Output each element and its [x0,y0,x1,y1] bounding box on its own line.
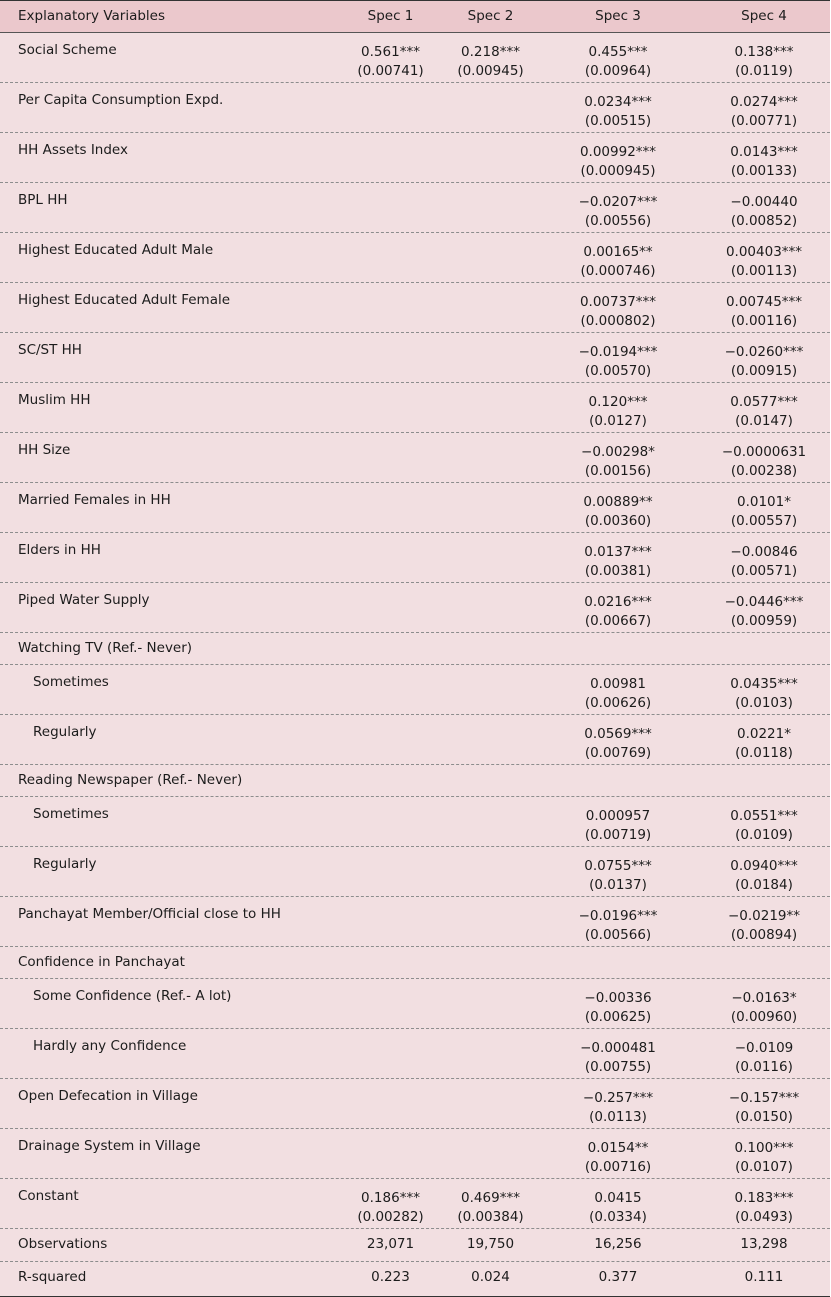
spec-4-cell [698,233,830,281]
coefficient: 0.0137*** [584,544,652,560]
coefficient: 0.223 [371,1269,410,1285]
coefficient: 0.0274*** [730,94,798,110]
header-explanatory-variables: Explanatory Variables [18,8,166,24]
spec-1-cell [338,533,443,543]
spec-3-cell [538,1029,698,1077]
coefficient: 0.0154** [587,1140,649,1156]
standard-error: (0.00625) [584,1009,652,1025]
spec-4-cell [698,1262,830,1287]
spec-1-cell [338,797,443,807]
coefficient: 0.0577*** [730,394,798,410]
standard-error: (0.0103) [735,695,793,711]
coefficient: 19,750 [466,1236,515,1252]
row-label: Drainage System in Village [18,1138,201,1154]
coefficient: 0.00403*** [725,244,803,260]
standard-error: (0.0137) [589,877,647,893]
standard-error: (0.00360) [584,513,652,529]
standard-error: (0.0118) [735,745,793,761]
row-label: Elders in HH [18,542,101,558]
spec-4-cell [698,897,830,945]
row-label: Piped Water Supply [18,592,150,608]
spec-3-cell [538,33,698,81]
row-label: Sometimes [33,806,109,822]
table-row [0,433,830,483]
spec-3-cell [538,897,698,945]
spec-3-cell [538,1229,698,1254]
spec-2-cell [443,33,538,81]
standard-error: (0.00566) [584,927,652,943]
coefficient: 0.186*** [361,1190,420,1206]
spec-4-cell [698,1229,830,1254]
spec-3-cell [538,1079,698,1127]
standard-error: (0.0147) [735,413,793,429]
coefficient: 0.0234*** [584,94,652,110]
standard-error: (0.00571) [730,563,798,579]
row-label: Muslim HH [18,392,91,408]
spec-4-cell [698,383,830,431]
coefficient: 0.0221* [737,726,791,742]
row-label: Confidence in Panchayat [18,954,185,970]
coefficient: −0.0194*** [578,344,658,360]
coefficient: 0.0755*** [584,858,652,874]
standard-error: (0.00769) [584,745,652,761]
standard-error: (0.000802) [580,313,656,329]
spec-1-cell [338,83,443,93]
row-label: Observations [18,1236,108,1252]
coefficient: −0.0163* [731,990,797,1006]
coefficient: 0.00165** [583,244,653,260]
spec-1-cell [338,33,443,81]
header-spec-1: Spec 1 [367,8,414,24]
standard-error: (0.0107) [735,1159,793,1175]
row-label: Some Confidence (Ref.- A lot) [33,988,232,1004]
coefficient: −0.0260*** [724,344,804,360]
spec-4-cell [698,979,830,1027]
spec-4-cell [698,665,830,713]
spec-3-cell [538,483,698,531]
coefficient: 0.100*** [734,1140,794,1156]
standard-error: (0.00384) [457,1209,524,1225]
spec-4-cell [698,483,830,531]
standard-error: (0.00133) [730,163,798,179]
spec-1-cell [338,283,443,293]
spec-1-cell [338,1262,443,1287]
table-row [0,383,830,433]
standard-error: (0.00894) [730,927,798,943]
spec-3-cell [538,847,698,895]
spec-2-cell [443,583,538,593]
spec-1-cell [338,133,443,143]
coefficient: 0.469*** [461,1190,520,1206]
spec-4-cell [698,1029,830,1077]
standard-error: (0.0127) [589,413,647,429]
table-row [0,533,830,583]
coefficient: 0.0940*** [730,858,798,874]
coefficient: 0.0415 [594,1190,642,1206]
spec-1-cell [338,1079,443,1089]
spec-3-cell [538,233,698,281]
spec-4-cell [698,715,830,763]
coefficient: −0.257*** [582,1090,654,1106]
spec-4-cell [698,847,830,895]
row-label: Sometimes [33,674,109,690]
standard-error: (0.000945) [580,163,656,179]
spec-2-cell [443,433,538,443]
coefficient: 0.0101* [737,494,791,510]
spec-4-cell [698,1129,830,1177]
spec-1-cell [338,847,443,857]
spec-1-cell [338,897,443,907]
table-row [0,183,830,233]
spec-3-cell [538,83,698,131]
coefficient: 0.000957 [585,808,651,824]
coefficient: 0.00889** [583,494,653,510]
table-row [0,715,830,765]
table-row [0,283,830,333]
standard-error: (0.00556) [584,213,652,229]
table-row [0,33,830,83]
standard-error: (0.0493) [735,1209,793,1225]
table-body [0,33,830,1296]
coefficient: −0.00846 [730,544,798,560]
table-row [0,847,830,897]
spec-4-cell [698,533,830,581]
table-row [0,83,830,133]
coefficient: 0.00981 [590,676,646,692]
spec-3-cell [538,333,698,381]
spec-2-cell [443,483,538,493]
coefficient: 0.00992*** [579,144,657,160]
standard-error: (0.00716) [584,1159,652,1175]
coefficient: −0.0109 [734,1040,794,1056]
spec-3-cell [538,1262,698,1287]
group-header-row [0,765,830,797]
coefficient: 0.561*** [361,44,420,60]
spec-2-cell [443,1179,538,1227]
spec-3-cell [538,1129,698,1177]
coefficient: 0.024 [471,1269,510,1285]
standard-error: (0.00852) [730,213,798,229]
coefficient: −0.0196*** [578,908,658,924]
group-header-row [0,947,830,979]
standard-error: (0.0116) [735,1059,793,1075]
spec-1-cell [338,383,443,393]
table-row [0,1179,830,1229]
row-label: BPL HH [18,192,68,208]
spec-1-cell [338,979,443,989]
spec-3-cell [538,797,698,845]
standard-error: (0.00156) [584,463,652,479]
standard-error: (0.00282) [357,1209,424,1225]
header-spec-2: Spec 2 [467,8,514,24]
row-label: Social Scheme [18,42,117,58]
standard-error: (0.0150) [735,1109,793,1125]
spec-2-cell [443,1129,538,1139]
standard-error: (0.00113) [730,263,798,279]
spec-3-cell [538,979,698,1027]
table-row [0,665,830,715]
standard-error: (0.0113) [589,1109,647,1125]
coefficient: 13,298 [740,1236,788,1252]
spec-4-cell [698,433,830,481]
table-row [0,1029,830,1079]
coefficient: −0.000481 [580,1040,656,1056]
spec-1-cell [338,183,443,193]
table-row [0,333,830,383]
coefficient: 0.0435*** [730,676,798,692]
coefficient: −0.00336 [584,990,652,1006]
row-label: HH Assets Index [18,142,128,158]
spec-2-cell [443,847,538,857]
coefficient: −0.0000631 [721,444,807,460]
spec-2-cell [443,383,538,393]
standard-error: (0.00116) [730,313,798,329]
table-row [0,133,830,183]
table-row [0,233,830,283]
spec-4-cell [698,33,830,81]
spec-4-cell [698,83,830,131]
spec-4-cell [698,283,830,331]
coefficient: −0.00298* [581,444,655,460]
row-label: R-squared [18,1269,87,1285]
spec-4-cell [698,797,830,845]
spec-3-cell [538,133,698,181]
spec-3-cell [538,715,698,763]
table-row [0,979,830,1029]
row-label: Per Capita Consumption Expd. [18,92,224,108]
row-label: Married Females in HH [18,492,171,508]
spec-2-cell [443,1262,538,1287]
spec-3-cell [538,283,698,331]
standard-error: (0.0184) [735,877,793,893]
coefficient: −0.0446*** [724,594,804,610]
spec-1-cell [338,715,443,725]
coefficient: 0.111 [744,1269,784,1285]
standard-error: (0.00960) [730,1009,798,1025]
spec-1-cell [338,1029,443,1039]
coefficient: −0.0219** [727,908,801,924]
spec-2-cell [443,283,538,293]
coefficient: 23,071 [366,1236,415,1252]
row-label: SC/ST HH [18,342,82,358]
spec-4-cell [698,183,830,231]
coefficient: −0.0207*** [578,194,658,210]
spec-1-cell [338,333,443,343]
coefficient: 0.0143*** [730,144,798,160]
standard-error: (0.00915) [730,363,798,379]
table-row [0,797,830,847]
row-label: Regularly [33,724,97,740]
header-spec-3: Spec 3 [595,8,641,24]
group-header-row [0,633,830,665]
spec-2-cell [443,133,538,143]
spec-2-cell [443,333,538,343]
spec-2-cell [443,979,538,989]
coefficient: 0.00745*** [725,294,803,310]
coefficient: 0.377 [598,1269,638,1285]
spec-3-cell [538,433,698,481]
spec-2-cell [443,797,538,807]
standard-error: (0.000746) [580,263,656,279]
row-label: Constant [18,1188,79,1204]
coefficient: −0.157*** [728,1090,800,1106]
standard-error: (0.0119) [735,63,793,79]
spec-1-cell [338,583,443,593]
standard-error: (0.00959) [730,613,798,629]
standard-error: (0.0334) [589,1209,647,1225]
spec-4-cell [698,333,830,381]
standard-error: (0.00741) [357,63,424,79]
table-row [0,1129,830,1179]
spec-1-cell [338,483,443,493]
coefficient: 0.0551*** [730,808,798,824]
row-label: Reading Newspaper (Ref.- Never) [18,772,243,788]
row-label: Highest Educated Adult Female [18,292,231,308]
spec-2-cell [443,183,538,193]
row-label: Hardly any Confidence [33,1038,187,1054]
coefficient: 0.455*** [588,44,648,60]
standard-error: (0.00570) [584,363,652,379]
spec-2-cell [443,665,538,675]
table-row [0,583,830,633]
standard-error: (0.00238) [730,463,798,479]
spec-2-cell [443,1079,538,1089]
spec-4-cell [698,133,830,181]
standard-error: (0.00626) [584,695,652,711]
standard-error: (0.00755) [584,1059,652,1075]
coefficient: 0.0216*** [584,594,652,610]
spec-1-cell [338,1229,443,1254]
standard-error: (0.00945) [457,63,524,79]
spec-3-cell [538,583,698,631]
coefficient: 16,256 [594,1236,642,1252]
table-row [0,483,830,533]
row-label: Watching TV (Ref.- Never) [18,640,193,656]
row-label: Panchayat Member/Official close to HH [18,906,281,922]
spec-2-cell [443,1229,538,1254]
spec-3-cell [538,1179,698,1227]
spec-4-cell [698,1179,830,1227]
standard-error: (0.00557) [730,513,798,529]
standard-error: (0.00964) [584,63,652,79]
coefficient: 0.183*** [734,1190,794,1206]
row-label: HH Size [18,442,71,458]
coefficient: 0.120*** [588,394,648,410]
spec-3-cell [538,383,698,431]
standard-error: (0.00771) [730,113,798,129]
spec-1-cell [338,665,443,675]
coefficient: −0.00440 [730,194,798,210]
spec-2-cell [443,83,538,93]
spec-1-cell [338,433,443,443]
table-row [0,1262,830,1296]
standard-error: (0.0109) [735,827,793,843]
spec-2-cell [443,233,538,243]
standard-error: (0.00381) [584,563,652,579]
table-row [0,1079,830,1129]
table-row [0,1229,830,1262]
table-row [0,897,830,947]
spec-2-cell [443,533,538,543]
coefficient: 0.0569*** [584,726,652,742]
standard-error: (0.00667) [584,613,652,629]
coefficient: 0.138*** [734,44,794,60]
row-label: Regularly [33,856,97,872]
row-label: Open Defecation in Village [18,1088,198,1104]
coefficient: 0.00737*** [579,294,657,310]
spec-2-cell [443,897,538,907]
spec-3-cell [538,533,698,581]
header-spec-4: Spec 4 [741,8,787,24]
spec-1-cell [338,1179,443,1227]
spec-4-cell [698,1079,830,1127]
spec-4-cell [698,583,830,631]
coefficient: 0.218*** [461,44,520,60]
spec-1-cell [338,233,443,243]
spec-2-cell [443,715,538,725]
spec-3-cell [538,665,698,713]
row-label: Highest Educated Adult Male [18,242,214,258]
table-header [0,1,830,33]
standard-error: (0.00515) [584,113,652,129]
standard-error: (0.00719) [584,827,652,843]
spec-2-cell [443,1029,538,1039]
spec-1-cell [338,1129,443,1139]
spec-3-cell [538,183,698,231]
